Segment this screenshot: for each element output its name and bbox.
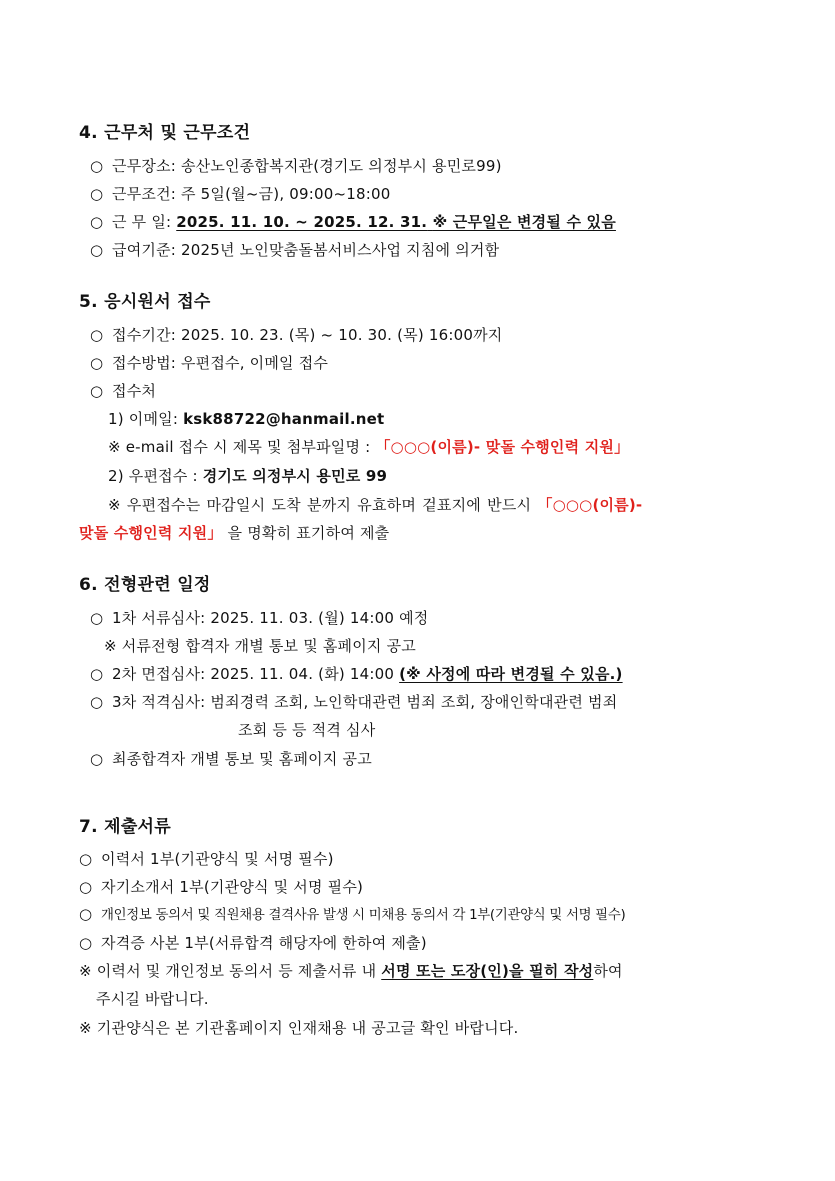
post-note-suffix: 을 명확히 표기하여 제출 (227, 524, 390, 542)
signature-note-suffix: 하여 (593, 962, 623, 980)
signature-note-line-1 (79, 960, 623, 981)
second-screening-label: 2차 면접심사: (112, 665, 206, 683)
email-note-prefix: ※ e-mail 접수 시 제목 및 첨부파일명 : (108, 438, 371, 456)
bullet-circle-icon: ○ (79, 934, 93, 952)
second-screening-line (90, 663, 623, 684)
document-item-text: 자격증 사본 1부(서류합격 해당자에 한하여 제출) (101, 934, 427, 952)
bullet-circle-icon: ○ (90, 326, 104, 344)
work-period-note: ※ 근무일은 변경될 수 있음 (432, 213, 616, 231)
email-line (108, 408, 384, 429)
signature-note-prefix: ※ 이력서 및 개인정보 동의서 등 제출서류 내 (79, 962, 377, 980)
bullet-circle-icon: ○ (79, 905, 93, 923)
second-screening-note: (※ 사정에 따라 변경될 수 있음.) (399, 665, 623, 683)
first-screening-value: 2025. 11. 03. (월) 14:00 예정 (210, 609, 429, 627)
post-note-line-2 (79, 522, 389, 543)
post-note-line-1 (108, 494, 642, 515)
post-note-prefix: ※ 우편접수는 마감일시 도착 분까지 유효하며 겉표지에 반드시 (108, 496, 532, 514)
bullet-circle-icon: ○ (90, 750, 104, 768)
third-screening-label: 3차 적격심사: (112, 693, 206, 711)
document-item (79, 848, 334, 869)
post-title-format-part2: 맞돌 수행인력 지원」 (79, 524, 223, 542)
bullet-circle-icon: ○ (90, 609, 104, 627)
section-7-heading: 7. 제출서류 (79, 817, 171, 837)
final-notice-value: 최종합격자 개별 통보 및 홈페이지 공고 (112, 750, 372, 768)
bullet-circle-icon: ○ (90, 157, 104, 175)
document-item (79, 904, 625, 923)
bullet-circle-icon: ○ (90, 665, 104, 683)
work-period-line (90, 211, 616, 232)
work-condition-line (90, 183, 391, 204)
application-period-value: 2025. 10. 23. (목) ~ 10. 30. (목) 16:00까지 (180, 326, 503, 344)
third-screening-line (90, 691, 617, 712)
document-item-text: 자기소개서 1부(기관양식 및 서명 필수) (101, 878, 364, 896)
first-screening-note: ※ 서류전형 합격자 개별 통보 및 홈페이지 공고 (104, 637, 416, 655)
work-place-label: 근무장소: (112, 157, 177, 175)
application-method-label: 접수방법: (112, 354, 177, 372)
document-item-text: 개인정보 동의서 및 직원채용 결격사유 발생 시 미채용 동의서 각 1부(기관양식 및 서명 필수) (101, 908, 626, 923)
application-place-label: 접수처 (112, 382, 157, 400)
bullet-circle-icon: ○ (79, 878, 93, 896)
form-notice: ※ 기관양식은 본 기관홈페이지 인재채용 내 공고글 확인 바랍니다. (79, 1019, 519, 1037)
work-place-line (90, 155, 502, 176)
application-period-line (90, 324, 502, 345)
first-screening-label: 1차 서류심사: (112, 609, 206, 627)
salary-value: 2025년 노인맞춤돌봄서비스사업 지침에 의거함 (180, 241, 500, 259)
email-address: ksk88722@hanmail.net (183, 410, 385, 428)
bullet-circle-icon: ○ (90, 241, 104, 259)
work-period-value: 2025. 11. 10. ~ 2025. 12. 31. (176, 213, 428, 231)
third-screening-value-cont: 조회 등 등 적격 심사 (238, 721, 376, 739)
bullet-circle-icon: ○ (90, 693, 104, 711)
bullet-circle-icon: ○ (90, 382, 104, 400)
section-5-heading: 5. 응시원서 접수 (79, 292, 211, 312)
salary-line (90, 239, 499, 260)
final-notice-line (90, 748, 372, 769)
email-title-format: 「○○○(이름)- 맞돌 수행인력 지원」 (375, 438, 630, 456)
work-period-label: 근 무 일: (112, 213, 172, 231)
section-6-heading: 6. 전형관련 일정 (79, 575, 211, 595)
document-item-text: 이력서 1부(기관양식 및 서명 필수) (101, 850, 334, 868)
document-item (79, 932, 427, 953)
bullet-circle-icon: ○ (90, 354, 104, 372)
second-screening-value: 2025. 11. 04. (화) 14:00 (210, 665, 395, 683)
section-4-heading: 4. 근무처 및 근무조건 (79, 123, 251, 143)
document-item (79, 876, 363, 897)
email-label: 1) 이메일: (108, 410, 179, 428)
bullet-circle-icon: ○ (90, 185, 104, 203)
bullet-circle-icon: ○ (90, 213, 104, 231)
work-place-value: 송산노인종합복지관(경기도 의정부시 용민로99) (180, 157, 502, 175)
bullet-circle-icon: ○ (79, 850, 93, 868)
work-condition-label: 근무조건: (112, 185, 177, 203)
post-label: 2) 우편접수 : (108, 467, 198, 485)
post-line (108, 465, 387, 486)
salary-label: 급여기준: (112, 241, 177, 259)
signature-note-bold: 서명 또는 도장(인)을 필히 작성 (381, 962, 594, 980)
first-screening-line (90, 607, 429, 628)
email-note-line (108, 436, 629, 457)
work-condition-value: 주 5일(월~금), 09:00~18:00 (180, 185, 391, 203)
application-period-label: 접수기간: (112, 326, 177, 344)
signature-note-line-2: 주시길 바랍니다. (96, 990, 209, 1008)
application-place-line (90, 380, 156, 401)
third-screening-value: 범죄경력 조회, 노인학대관련 범죄 조회, 장애인학대관련 범죄 (210, 693, 618, 711)
post-address: 경기도 의정부시 용민로 99 (202, 467, 388, 485)
application-method-value: 우편접수, 이메일 접수 (180, 354, 329, 372)
application-method-line (90, 352, 328, 373)
post-title-format-part1: 「○○○(이름)- (537, 496, 643, 514)
